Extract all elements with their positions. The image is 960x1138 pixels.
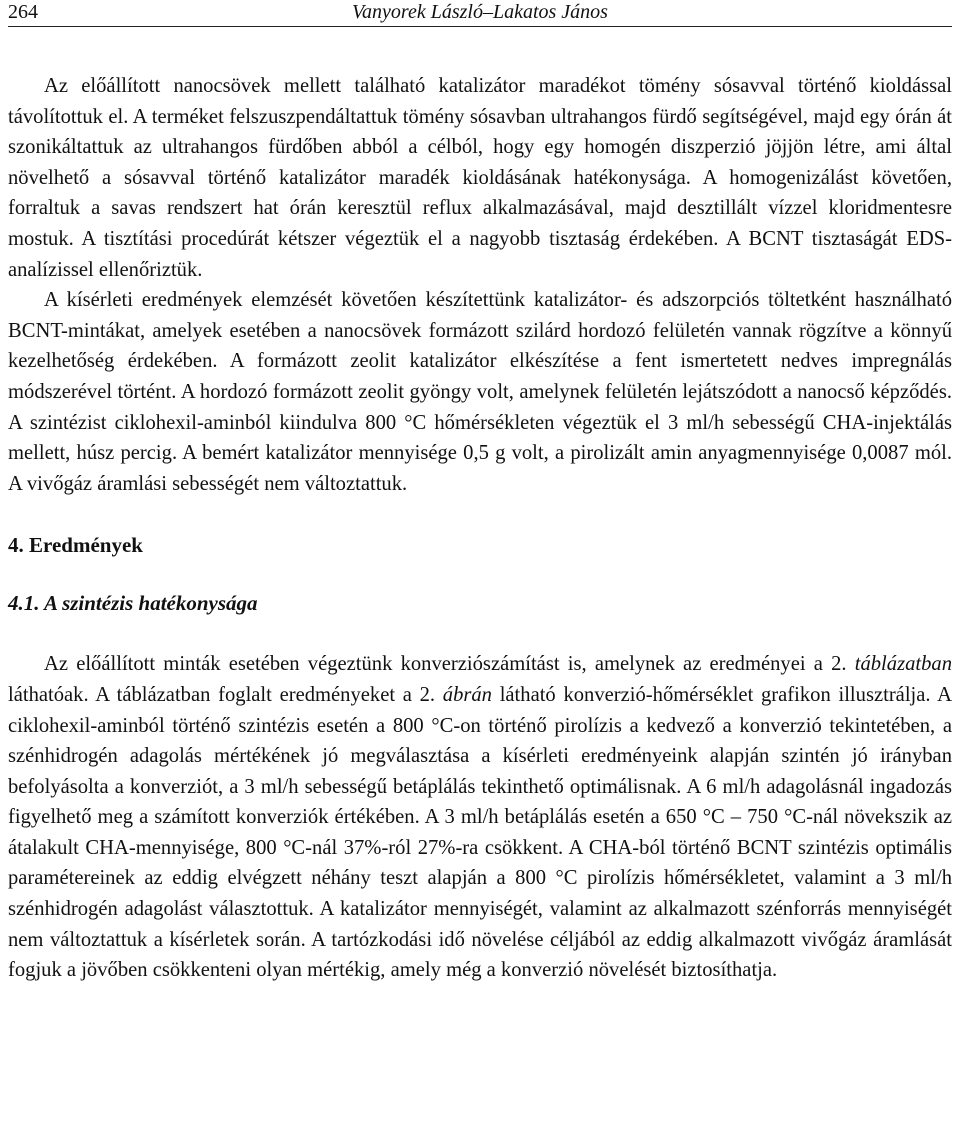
italic-figure-ref: ábrán — [442, 683, 492, 706]
page-number: 264 — [8, 1, 38, 23]
running-header — [8, 0, 952, 27]
text-run: látható konverzió-hőmérséklet grafikon illusztrálja. A ciklohexil-aminból történő szintézis esetén a 800 °C-on történő pirolízis a kedvező a konverzió tekintetében, a szénhidrogén adagolás mértékének jó megválasztása a kísérleti eredményeink alapján szintén jó irányban befolyásolta a konverziót, a 3 ml/h sebességű betáplálás tekinthető optimálisnak. A 6 ml/h adagolásnál ingadozás figyelhető meg a számított konverziók értékében. A 3 ml/h betáplálás esetén a 650 °C – 750 °C-nál növekszik az átalakult CHA-mennyisége, 800 °C-nál 37%-ról 27%-ra csökkent. A CHA-ból történő BCNT szintézis optimális paramétereinek az eddig elvégzett néhány teszt alapján a 800 °C pirolízis hőmérsékletet, valamint a 3 ml/h szénhidrogén adagolást választottuk. A katalizátor mennyiségét, valamint az alkalmazott szénforrás mennyiségét nem változtattuk a kísérletek során. A tartózkodási idő növelése céljából az eddig alkalmazott vivőgáz áramlását fogjuk a jövőben csökkenteni olyan mértékig, amely még a konverzió növelését biztosíthatja. — [8, 683, 952, 982]
paragraph-sample-preparation: A kísérleti eredmények elemzését követően készítettünk katalizátor- és adszorpciós töltetként használható BCNT-mintákat, amelyek esetében a nanocsövek formázott szilárd hordozó felületén vannak rögzítve a könnyű kezelhetőség érdekében. A formázott zeolit katalizátor elkészítése a fent ismertetett nedves impregnálás módszerével történt. A hordozó formázott zeolit gyöngy volt, amelynek felületén lejátszódott a nanocső képződés. A szintézist ciklohexil-aminból kiindulva 800 °C hőmérsékleten végeztük el 3 ml/h sebességű CHA-injektálás mellett, húsz percig. A bemért katalizátor mennyisége 0,5 g volt, a pirolizált amin anyagmennyisége 0,0087 mól. A vivőgáz áramlási sebességét nem változtattuk. — [8, 289, 952, 495]
italic-table-ref: táblázatban — [854, 653, 952, 676]
paragraph-conversion-results — [8, 649, 952, 986]
text-run: láthatóak. A táblázatban foglalt eredményeket a 2. — [8, 683, 443, 706]
running-header-authors: Vanyorek László–Lakatos János — [352, 1, 608, 23]
text-run: Az előállított minták esetében végeztünk konverziószámítást is, amelynek az eredményei a 2. — [44, 653, 855, 676]
section-heading: 4. Eredmények — [8, 533, 143, 558]
subsection-heading: 4.1. A szintézis hatékonysága — [8, 591, 258, 616]
body-text — [8, 71, 952, 986]
paragraph-catalyst-removal: Az előállított nanocsövek mellett található katalizátor maradékot tömény sósavval történő kioldással távolítottuk el. A terméket felszuszpendáltattuk tömény sósavban ultrahangos fürdő segítségével, majd egy órán át szonikáltattuk az ultrahangos fürdőben abból a célból, hogy egy homogén diszperzió jöjjön létre, ami által növelhető a sósavval történő katalizátor maradék kioldásának hatékonysága. A homogenizálást követően, forraltuk a savas rendszert hat órán keresztül reflux alkalmazásával, majd desztillált vízzel kloridmentesre mostuk. A tisztítási procedúrát kétszer végeztük el a nagyobb tisztaság érdekében. A BCNT tisztaságát EDS-analízissel ellenőriztük. — [8, 75, 952, 281]
